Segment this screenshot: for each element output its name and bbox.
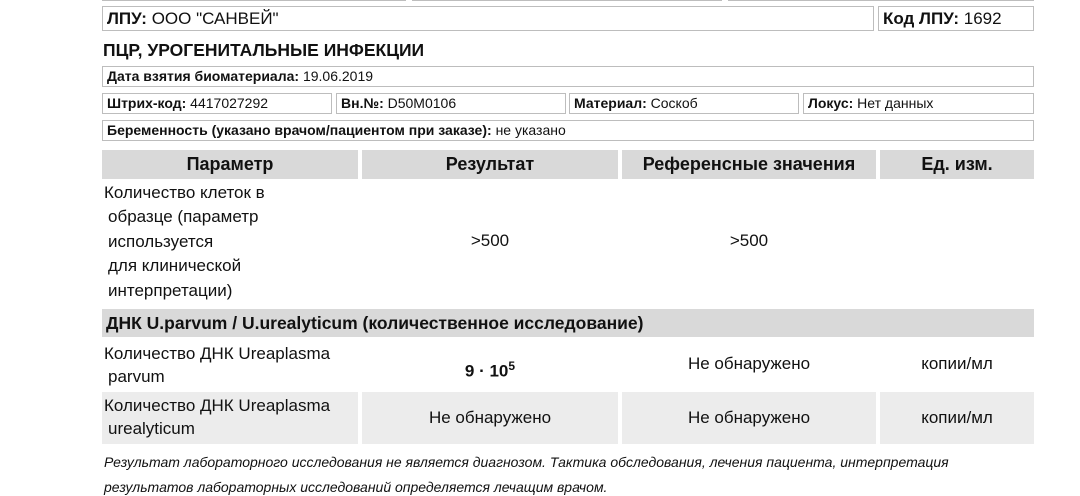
cell-count-reference: >500 [729,231,769,250]
table-row-unit: копии/мл [921,408,993,427]
internal-number-value: D50M0106 [387,95,457,111]
row-param-line: Количество ДНК Ureaplasma [104,344,331,363]
column-header-result: Результат [362,150,618,179]
locus-label: Локус: [808,95,854,111]
lpu-value: ООО "САНВЕЙ" [151,9,279,28]
cell-count-param-line: интерпретации) [108,280,233,300]
column-header-unit: Ед. изм. [880,150,1034,179]
footer-note-line-2: результатов лабораторных исследований определяется лечащим врачом. [104,479,608,495]
cell-count-param-line: для клинической [108,256,242,276]
cell-count-result: >500 [470,231,510,250]
section-title: ДНК U.parvum / U.urealyticum (количественное исследование) [102,309,1034,337]
pregnancy-field [102,120,1034,141]
table-row-reference: Не обнаружено [687,354,811,373]
row-param-line: parvum [108,367,165,386]
table-row-unit: копии/мл [921,354,993,373]
table-row-reference: Не обнаружено [687,408,811,427]
cell-count-param-line: используется [108,231,214,251]
footer-note-line-1: Результат лабораторного исследования не является диагнозом. Тактика обследования, лечения пациента, интерпретация [104,454,949,470]
material-value: Соскоб [650,95,698,111]
internal-number-field [336,93,566,114]
top-border-2 [412,0,722,1]
cell-count-param-line: образце (параметр [108,207,259,227]
collection-date-value: 19.06.2019 [302,68,374,84]
table-row-result [362,354,618,384]
collection-date-field [102,66,1034,87]
barcode-field [102,93,332,114]
material-label: Материал: [574,95,647,111]
lpu-field [102,6,874,31]
lpu-code-field [878,6,1034,31]
pregnancy-label: Беременность (указано врачом/пациентом при заказе): [107,122,492,138]
cell-count-param-line: Количество клеток в [104,183,265,202]
barcode-label: Штрих-код: [107,95,187,111]
collection-date-label: Дата взятия биоматериала: [107,68,300,84]
material-field [569,93,799,114]
locus-field [803,93,1034,114]
locus-value: Нет данных [857,95,934,111]
table-row-param [104,394,354,440]
row-param-line: urealyticum [108,419,195,438]
column-header-parameter: Параметр [102,150,358,179]
table-row-result: Не обнаружено [428,408,552,427]
result-exponent: 5 [508,359,516,373]
lpu-code-value: 1692 [963,9,1002,28]
barcode-value: 4417027292 [190,95,269,111]
cell-count-parameter [104,181,344,303]
table-row-param [104,342,354,388]
lpu-code-label: Код ЛПУ: [883,9,960,28]
row-param-line: Количество ДНК Ureaplasma [104,396,331,415]
result-base: 9 · 10 [464,361,509,381]
page-title: ПЦР, УРОГЕНИТАЛЬНЫЕ ИНФЕКЦИИ [103,40,425,60]
lpu-label: ЛПУ: [107,9,147,28]
internal-number-label: Вн.№: [341,95,384,111]
column-header-reference: Референсные значения [622,150,876,179]
pregnancy-value: не указано [495,122,566,138]
top-border-1 [102,0,406,1]
top-border-3 [728,0,1034,1]
